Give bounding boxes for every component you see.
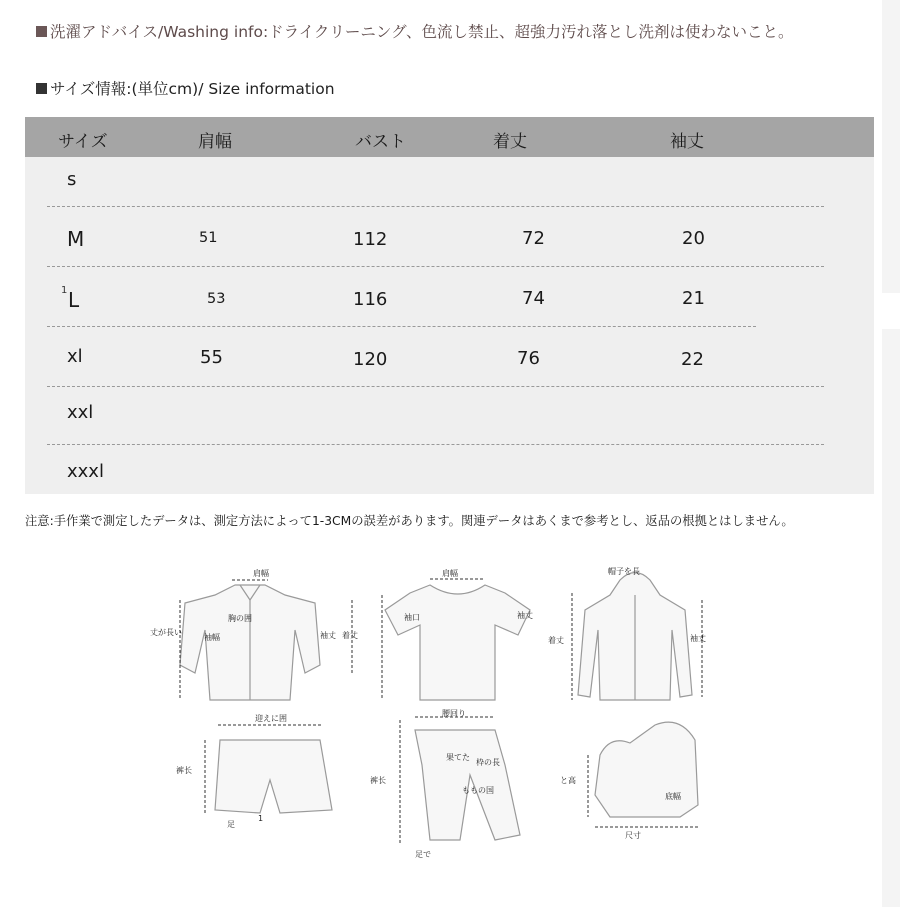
cell-shoulder: 55 xyxy=(200,347,223,368)
washing-info-line xyxy=(36,20,793,42)
tshirt-shoulder-label: 肩幅 xyxy=(442,569,458,578)
shoe-sole-label: 底幅 xyxy=(665,792,681,801)
shirt-chest-label: 胸の囲 xyxy=(228,614,252,623)
size-table xyxy=(25,117,874,494)
table-row xyxy=(25,327,874,387)
hoodie-sleeve-label: 袖丈 xyxy=(690,634,706,643)
cell-shoulder: 51 xyxy=(199,230,218,246)
shirt-diagram xyxy=(150,568,358,700)
pants-hem-label: 足で xyxy=(415,850,431,859)
table-row xyxy=(25,147,874,207)
pants-rise-label: 果てた xyxy=(446,753,470,762)
size-info-heading xyxy=(36,77,335,99)
tshirt-cuff-label: 袖口 xyxy=(404,613,420,622)
shirt-length-label: 丈が長い xyxy=(150,628,182,637)
washing-info-text: 洗濯アドバイス/Washing info:ドライクリーニング、色流し禁止、超強力汚れ落とし洗剤は使わないこと。 xyxy=(50,23,794,41)
right-edge-strip xyxy=(882,0,900,907)
pants-thigh-label: ももの国 xyxy=(462,786,494,795)
cell-sleeve: 21 xyxy=(682,288,705,309)
cell-size: M xyxy=(67,227,85,251)
measurement-note: 注意:手作業で測定したデータは、測定方法によって1-3CMの誤差があります。関連データはあくまで参考とし、返品の根拠とはしません。 xyxy=(25,514,794,528)
shirt-sleeve-width-label: 袖幅 xyxy=(204,633,220,642)
cell-size: s xyxy=(67,169,77,190)
table-row xyxy=(25,267,874,327)
shorts-inseam-label: 裤长 xyxy=(176,766,192,775)
pants-waist-label: 腰回り xyxy=(442,709,466,718)
square-bullet-icon xyxy=(36,26,47,37)
header-bust: バスト xyxy=(355,132,406,152)
cell-length: 72 xyxy=(522,228,545,249)
table-row xyxy=(25,207,874,267)
pants-frame-label: 枠の長 xyxy=(476,758,500,767)
cell-size: L xyxy=(68,288,80,312)
cell-size: xxxl xyxy=(67,461,104,482)
tshirt-diagram xyxy=(382,568,533,700)
pants-length-label: 裤长 xyxy=(370,776,386,785)
shoe-size-label: 尺寸 xyxy=(625,831,641,840)
cell-size: xl xyxy=(67,346,83,367)
row-divider xyxy=(47,444,824,445)
header-shoulder: 肩幅 xyxy=(198,132,232,152)
row-mark: 1 xyxy=(61,285,68,296)
cell-size: xxl xyxy=(67,402,94,423)
pants-diagram xyxy=(370,709,520,859)
hoodie-hood-label: 帽子を長 xyxy=(608,567,640,576)
header-length: 着丈 xyxy=(493,132,527,152)
shoe-diagram xyxy=(560,722,698,840)
cell-sleeve: 22 xyxy=(681,349,704,370)
header-sleeve: 袖丈 xyxy=(670,132,704,152)
cell-bust: 120 xyxy=(353,349,388,370)
table-row xyxy=(25,385,874,445)
cell-bust: 112 xyxy=(353,229,388,250)
tshirt-sleeve-label: 袖丈 xyxy=(517,611,533,620)
cell-bust: 116 xyxy=(353,289,388,310)
cell-length: 76 xyxy=(517,348,540,369)
shirt-length2-label: 着丈 xyxy=(342,631,358,640)
cell-sleeve: 20 xyxy=(682,228,705,249)
hoodie-length-label: 着丈 xyxy=(548,636,564,645)
cell-length: 74 xyxy=(522,288,545,309)
shorts-mark: 1 xyxy=(258,814,264,823)
shorts-waist-label: 迎えに囲 xyxy=(255,714,287,723)
header-size: サイズ xyxy=(58,132,108,152)
shirt-sleeve-length-label: 袖丈 xyxy=(320,631,336,640)
table-row xyxy=(25,447,874,494)
measurement-diagrams xyxy=(140,555,740,875)
shorts-hem-label: 足 xyxy=(227,820,235,829)
cell-shoulder: 53 xyxy=(207,291,226,307)
right-edge-notch xyxy=(882,293,900,329)
measurement-diagram-svg xyxy=(140,555,740,875)
shirt-shoulder-label: 肩幅 xyxy=(253,569,269,578)
shorts-diagram xyxy=(176,713,332,829)
hoodie-diagram xyxy=(548,566,706,700)
shoe-height-label: と高 xyxy=(560,776,576,785)
square-bullet-icon xyxy=(36,83,47,94)
size-info-text: サイズ情報:(単位cm)/ Size information xyxy=(50,80,335,98)
